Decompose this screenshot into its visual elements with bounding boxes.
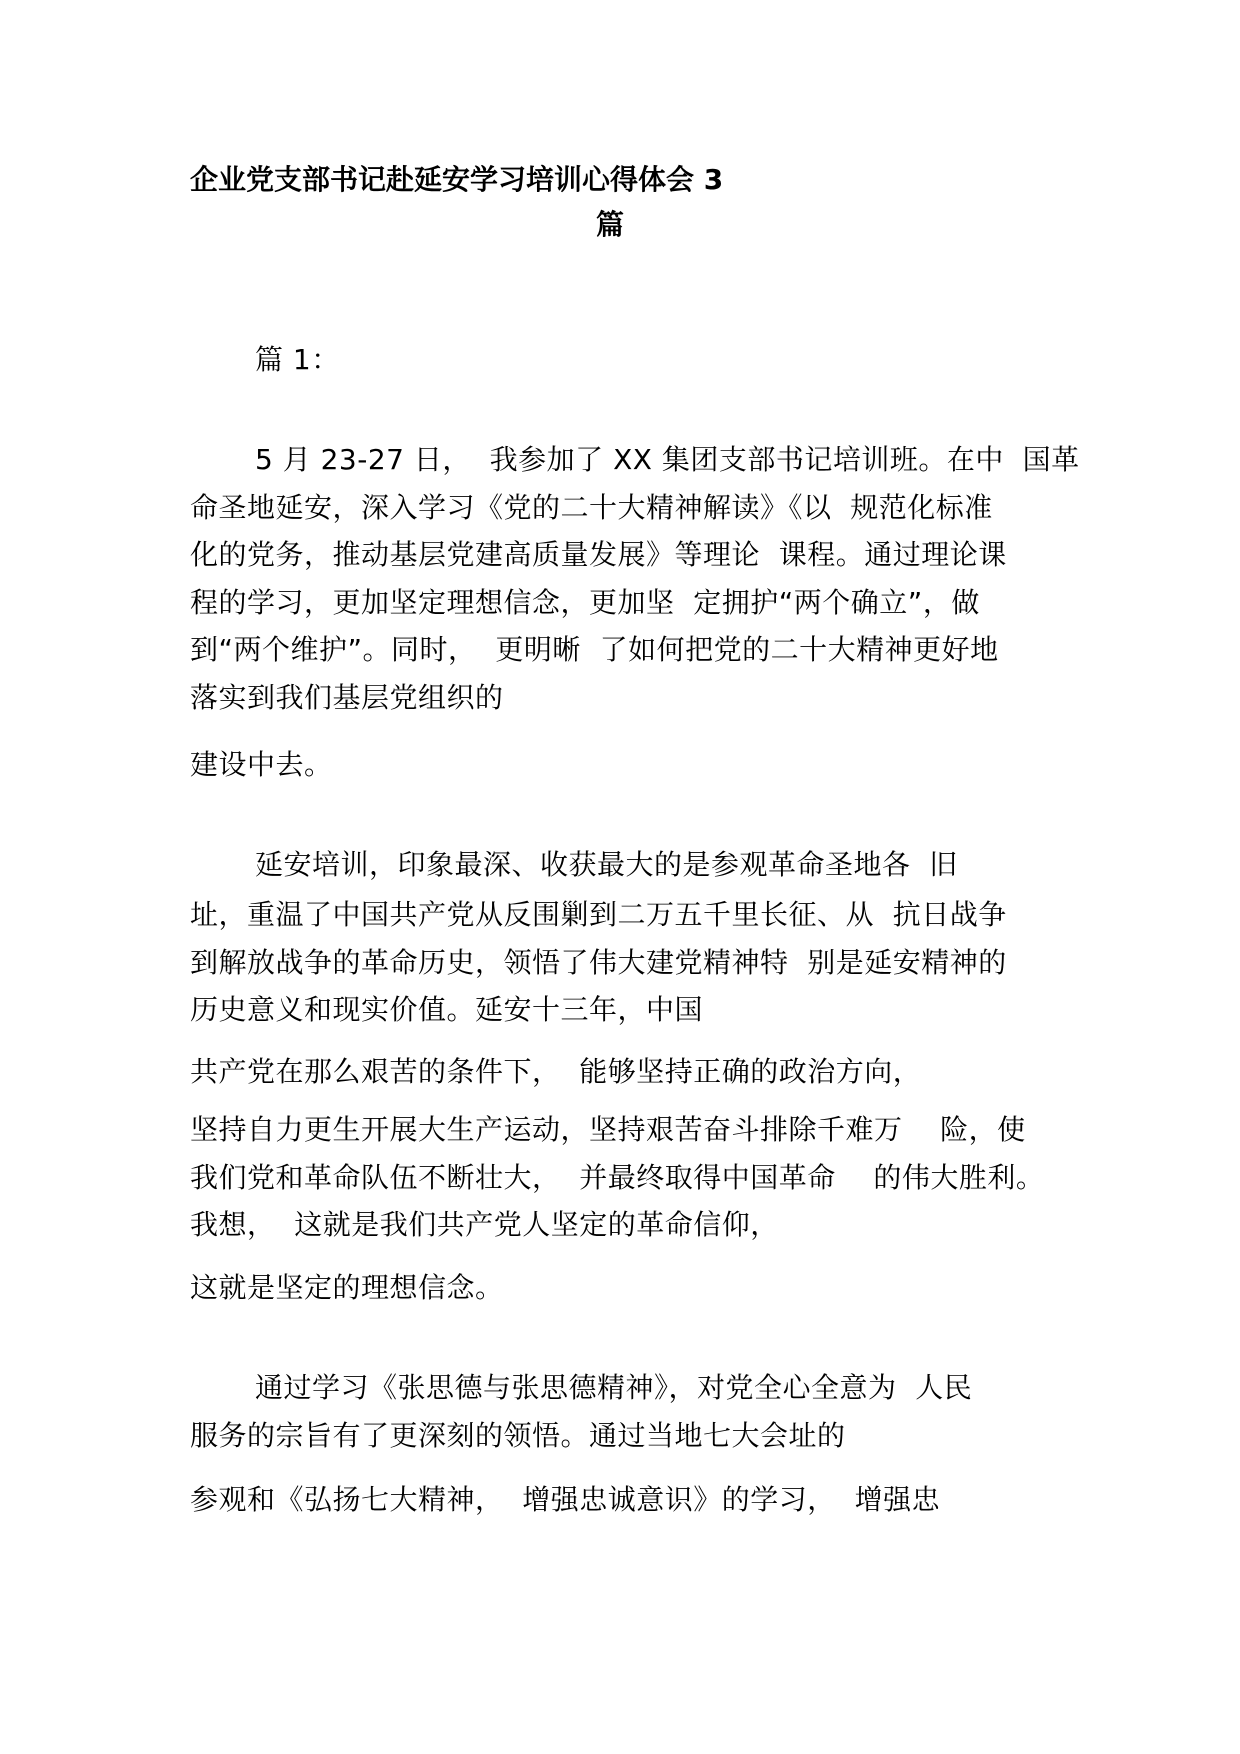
paragraph-line: 程的学习，更加坚定理想信念，更加坚 定拥护“两个确立”，做 [190,586,980,619]
paragraph-line: 建设中去。 [190,748,333,781]
document-title-line-1: 企业党支部书记赴延安学习培训心得体会 3 [190,163,724,196]
paragraph-line: 服务的宗旨有了更深刻的领悟。通过当地七大会址的 [190,1419,846,1452]
paragraph-line: 我想， 这就是我们共产党人坚定的革命信仰， [190,1208,779,1241]
section-label: 篇 1： [255,343,340,376]
paragraph-line: 到解放战争的革命历史，领悟了伟大建党精神特 别是延安精神的 [190,946,1007,979]
paragraph-line: 到“两个维护”。同时， 更明晰 了如何把党的二十大精神更好地 [190,633,999,666]
paragraph-line: 坚持自力更生开展大生产运动，坚持艰苦奋斗排除千难万 险，使 [190,1113,1026,1146]
paragraph-line: 参观和《弘扬七大精神， 增强忠诚意识》的学习， 增强忠 [190,1483,941,1516]
paragraph-line: 通过学习《张思德与张思德精神》，对党全心全意为 人民 [255,1371,973,1404]
paragraph-line: 化的党务，推动基层党建高质量发展》等理论 课程。通过理论课 [190,538,1007,571]
paragraph-line: 落实到我们基层党组织的 [190,681,504,714]
paragraph-line: 延安培训，印象最深、收获最大的是参观革命圣地各 旧 [255,848,958,881]
paragraph-line: 址，重温了中国共产党从反围剿到二万五千里长征、从 抗日战争 [190,898,1007,931]
document-title-line-2: 篇 [596,208,625,241]
paragraph-line: 历史意义和现实价值。延安十三年，中国 [190,993,704,1026]
paragraph-line: 我们党和革命队伍不断壮大， 并最终取得中国革命 的伟大胜利。 [190,1161,1045,1194]
paragraph-line: 5 月 23-27 日， 我参加了 XX 集团支部书记培训班。在中 国革 [255,443,1080,476]
paragraph-line: 命圣地延安，深入学习《党的二十大精神解读》《以 规范化标准 [190,491,993,524]
paragraph-line: 共产党在那么艰苦的条件下， 能够坚持正确的政治方向， [190,1055,922,1088]
paragraph-line: 这就是坚定的理想信念。 [190,1271,504,1304]
